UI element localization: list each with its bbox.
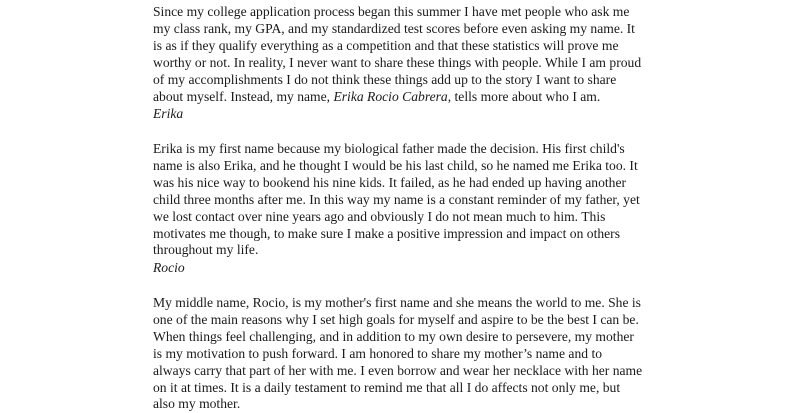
text-line: my class rank, my GPA, and my standardized test scores before even asking my name. It [153,20,635,36]
text-line: we lost contact over nine years ago and obviously I do not mean much to him. This [153,208,606,224]
text-line: Erika is my first name because my biological father made the decision. His first child's [153,141,625,156]
text-line: worthy or not. In reality, I never want to share these things with people. While I am proud [153,54,642,70]
rocio-paragraph [153,295,642,413]
section-heading-rocio: Rocio [153,260,185,275]
text-line: one of the main reasons why I set high goals for myself and aspire to be the best I can be. [153,311,639,327]
text-line: also my mother. [153,396,241,412]
text-line: of my accomplishments I do not think these things add up to the story I want to share [153,71,617,87]
text-line: always carry that part of her with me. I even borrow and wear her necklace with her name [153,362,643,378]
erika-paragraph [153,141,640,259]
text-line: child three months after me. In this way my name is a constant reminder of my father, yet [153,191,640,207]
text-line: name is also Erika, and he thought I would be his last child, so he named me Erika too. It [153,157,638,173]
text-line: is as if they qualify everything as a competition and that these statistics will prove me [153,37,619,53]
text-line [153,89,641,106]
section-heading-erika: Erika [153,106,184,121]
text-line: on it at times. It is a daily testament to remind me that all I do affects not only me, but [153,379,621,395]
text-line: throughout my life. [153,242,259,258]
full-name: Erika Rocio Cabrera [333,88,448,104]
intro-paragraph [153,4,641,105]
text-line: was his nice way to bookend his nine kids. It failed, as he had ended up having another [153,174,627,190]
text-segment: , tells more about who I am. [447,88,601,104]
text-line: motivates me though, to make sure I make a positive impression and impact on others [153,225,620,241]
text-segment: about myself. Instead, my name, [153,88,334,104]
text-line: Since my college application process began this summer I have met people who ask me [153,4,630,19]
text-line: is my motivation to push forward. I am honored to share my mother’s name and to [153,345,603,361]
text-line: When things feel challenging, and in addition to my own desire to persevere, my mother [153,328,634,344]
text-line: My middle name, Rocio, is my mother's first name and she means the world to me. She is [153,295,641,310]
